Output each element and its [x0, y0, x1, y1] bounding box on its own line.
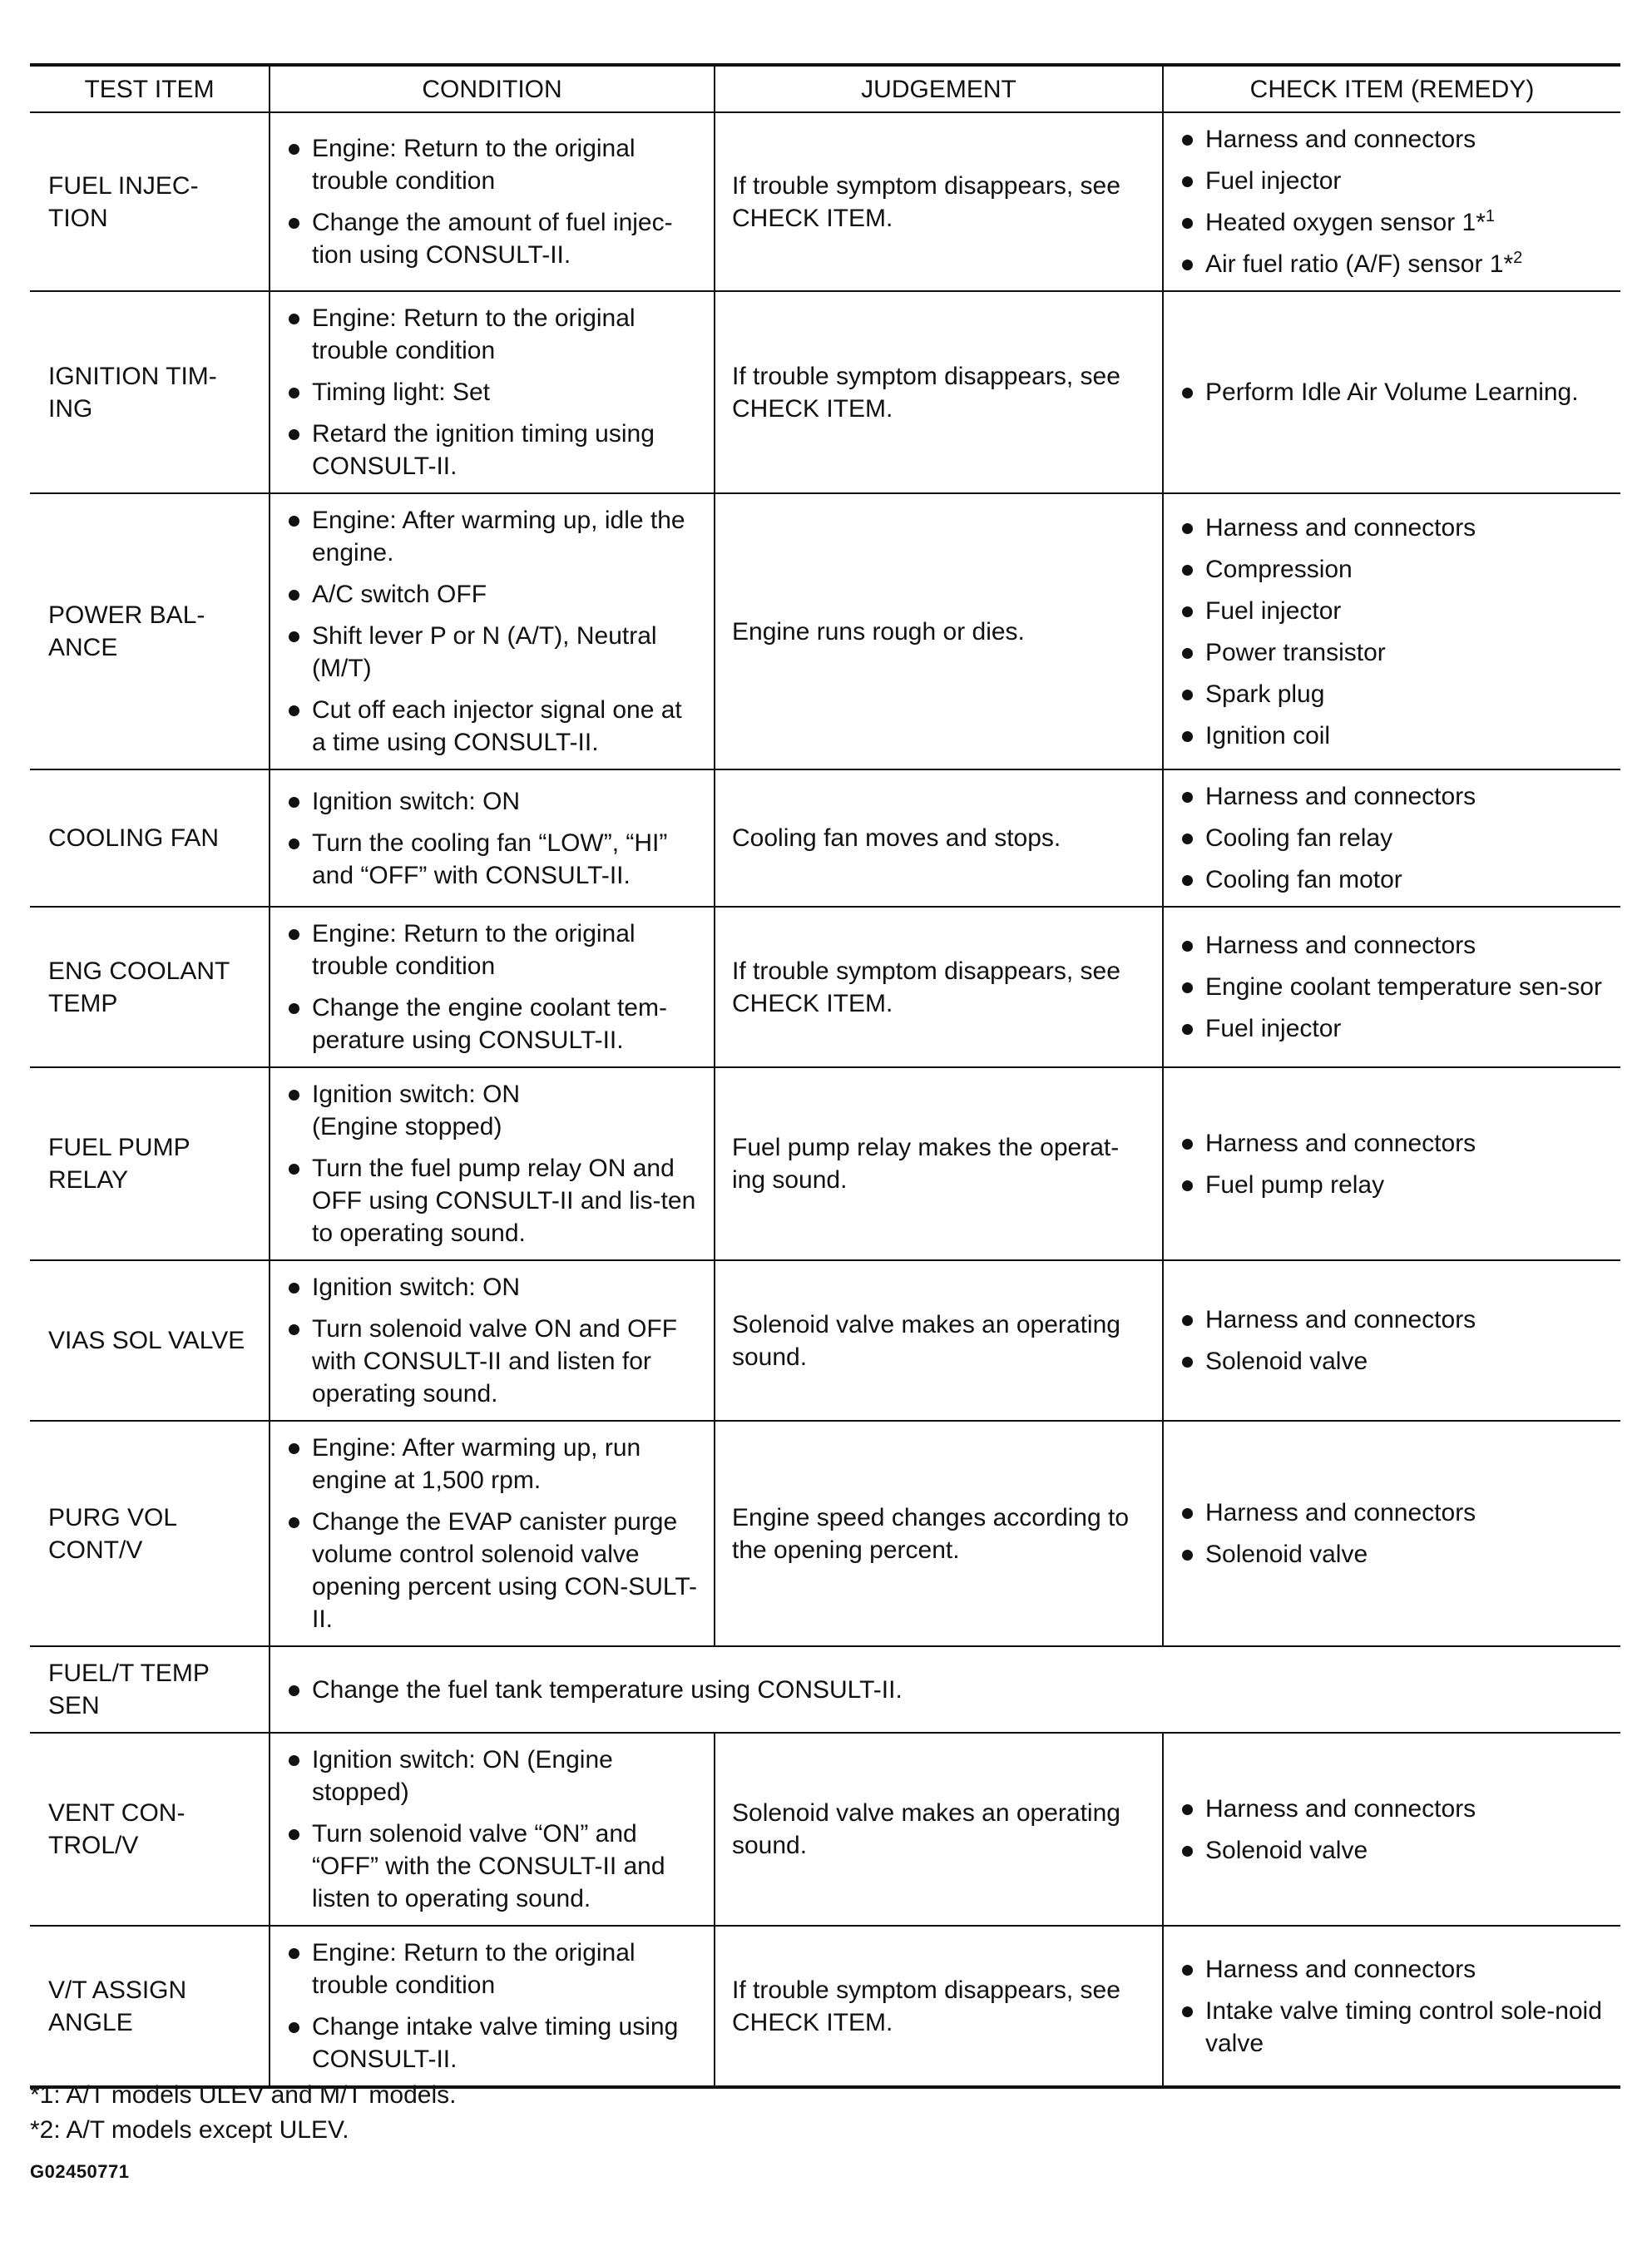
check-item-text: Harness and connectors — [1205, 1955, 1476, 1983]
test-item-label: FUEL/T TEMP SEN — [48, 1660, 210, 1719]
judgement-cell: Fuel pump relay makes the operat-ing sound. — [715, 1067, 1163, 1260]
table-body — [30, 112, 1620, 2087]
check-item-bullet — [1180, 1496, 1604, 1529]
condition-cell — [270, 493, 715, 769]
check-item-text: Power transistor — [1205, 638, 1386, 666]
check-item-text: Fuel pump relay — [1205, 1170, 1385, 1199]
table-row — [30, 1733, 1620, 1926]
check-item-bullet — [1180, 720, 1604, 752]
check-item-bullet — [1180, 929, 1604, 962]
judgement-cell: If trouble symptom disappears, see CHECK ITEM. — [715, 907, 1163, 1067]
condition-bullet: Engine: After warming up, run engine at 1,500 rpm. — [287, 1432, 697, 1496]
check-item-cell — [1163, 1926, 1620, 2087]
check-item-cell — [1163, 907, 1620, 1067]
check-item-bullet — [1180, 595, 1604, 627]
check-item-cell — [1163, 493, 1620, 769]
condition-bullet: Change the amount of fuel injec-tion using CONSULT-II. — [287, 206, 697, 271]
check-item-text: Harness and connectors — [1205, 1794, 1476, 1823]
test-item-cell — [30, 907, 270, 1067]
table-row — [30, 112, 1620, 291]
condition-cell — [270, 1733, 715, 1926]
check-item-text: Harness and connectors — [1205, 1129, 1476, 1157]
test-item-cell — [30, 493, 270, 769]
condition-bullet: Change the engine coolant tem-perature using CONSULT-II. — [287, 992, 697, 1056]
condition-bullet: Shift lever P or N (A/T), Neutral (M/T) — [287, 620, 697, 685]
check-item-bullet — [1180, 1345, 1604, 1378]
test-item-label: ENG COOLANT TEMP — [48, 957, 230, 1017]
condition-bullet: Engine: Return to the original trouble condition — [287, 1937, 697, 2001]
check-item-bullet — [1180, 123, 1604, 156]
check-item-text: Harness and connectors — [1205, 126, 1476, 153]
judgement-cell: Engine runs rough or dies. — [715, 493, 1163, 769]
header-test-item: TEST ITEM — [30, 65, 270, 112]
check-item-text: Fuel injector — [1205, 596, 1342, 625]
check-item-bullet — [1180, 863, 1604, 896]
footnote-marker: 1 — [1485, 207, 1496, 225]
check-item-cell — [1163, 1421, 1620, 1646]
condition-bullet: Ignition switch: ON — [287, 785, 697, 818]
test-item-label: PURG VOL CONT/V — [48, 1503, 178, 1564]
condition-bullet: Engine: Return to the original trouble condition — [287, 302, 697, 367]
judgement-cell: If trouble symptom disappears, see CHECK ITEM. — [715, 112, 1163, 291]
condition-cell — [270, 1067, 715, 1260]
header-row — [30, 65, 1620, 112]
check-item-bullet — [1180, 971, 1604, 1003]
condition-cell — [270, 1926, 715, 2087]
condition-bullet: Timing light: Set — [287, 376, 697, 408]
judgement-cell: If trouble symptom disappears, see CHECK ITEM. — [715, 291, 1163, 493]
test-item-label: VIAS SOL VALVE — [48, 1327, 245, 1354]
condition-bullet: Engine: Return to the original trouble condition — [287, 918, 697, 982]
check-item-bullet — [1180, 512, 1604, 544]
check-item-bullet — [1180, 780, 1604, 813]
check-item-text: Solenoid valve — [1205, 1541, 1368, 1568]
check-item-bullet — [1180, 248, 1604, 280]
footnotes — [30, 2078, 456, 2148]
check-item-text: Cooling fan relay — [1205, 824, 1393, 852]
table-row — [30, 1067, 1620, 1260]
check-item-text: Fuel injector — [1205, 167, 1342, 195]
judgement-cell: Solenoid valve makes an operating sound. — [715, 1733, 1163, 1926]
test-item-cell — [30, 1260, 270, 1421]
condition-cell — [270, 907, 715, 1067]
condition-cell — [270, 769, 715, 907]
condition-cell — [270, 1421, 715, 1646]
table-row — [30, 291, 1620, 493]
test-item-label: FUEL PUMP RELAY — [48, 1134, 190, 1194]
check-item-bullet — [1180, 1793, 1604, 1825]
check-item-cell — [1163, 291, 1620, 493]
check-item-bullet — [1180, 553, 1604, 586]
condition-bullet: Turn the fuel pump relay ON and OFF using CONSULT-II and lis-ten to operating sound. — [287, 1152, 697, 1249]
check-item-bullet — [1180, 1538, 1604, 1571]
check-item-text: Compression — [1205, 555, 1353, 583]
check-item-bullet — [1180, 1012, 1604, 1045]
check-item-text: Harness and connectors — [1205, 932, 1476, 959]
test-item-cell — [30, 1067, 270, 1260]
test-item-label: VENT CON- TROL/V — [48, 1799, 185, 1859]
check-item-text: Harness and connectors — [1205, 1306, 1476, 1333]
check-item-text: Engine coolant temperature sen-sor — [1205, 973, 1602, 1001]
table-row — [30, 1926, 1620, 2087]
test-item-label: FUEL INJEC- TION — [48, 171, 199, 232]
condition-bullet: Change intake valve timing using CONSULT-II. — [287, 2011, 697, 2075]
check-item-bullet — [1180, 678, 1604, 710]
check-item-cell — [1163, 769, 1620, 907]
test-item-label: COOLING FAN — [48, 824, 220, 852]
table-row — [30, 1646, 1620, 1733]
table-row — [30, 1421, 1620, 1646]
test-item-label: IGNITION TIM- ING — [48, 362, 217, 423]
check-item-cell — [1163, 112, 1620, 291]
footnote-marker: 2 — [1513, 249, 1523, 267]
test-item-cell — [30, 1646, 270, 1733]
check-item-text: Ignition coil — [1205, 721, 1331, 749]
test-item-cell — [30, 769, 270, 907]
test-item-cell — [30, 1733, 270, 1926]
condition-bullet: Change the fuel tank temperature using CONSULT-II. — [287, 1674, 1604, 1706]
header-check-item: CHECK ITEM (REMEDY) — [1163, 65, 1620, 112]
check-item-cell — [1163, 1733, 1620, 1926]
condition-bullet: Change the EVAP canister purge volume control solenoid valve opening percent using CON-SULT-II. — [287, 1506, 697, 1635]
judgement-cell: Solenoid valve makes an operating sound. — [715, 1260, 1163, 1421]
condition-bullet: Ignition switch: ON — [287, 1271, 697, 1304]
figure-code: G02450771 — [30, 2161, 130, 2182]
test-item-cell — [30, 291, 270, 493]
footnote-1: *1: A/T models ULEV and M/T models. — [30, 2081, 457, 2109]
check-item-bullet — [1180, 376, 1604, 408]
check-item-bullet — [1180, 636, 1604, 669]
check-item-cell — [1163, 1260, 1620, 1421]
check-item-text: Heated oxygen sensor 1* — [1205, 209, 1486, 236]
check-item-bullet — [1180, 1953, 1604, 1986]
check-item-bullet — [1180, 206, 1604, 239]
check-item-text: Solenoid valve — [1205, 1348, 1368, 1375]
check-item-bullet — [1180, 1304, 1604, 1336]
check-item-bullet — [1180, 165, 1604, 197]
condition-bullet: A/C switch OFF — [287, 578, 697, 611]
table-row — [30, 493, 1620, 769]
test-item-cell — [30, 1421, 270, 1646]
spec-sheet — [30, 63, 1620, 2089]
condition-bullet: Ignition switch: ON (Engine stopped) — [287, 1744, 697, 1808]
spanning-condition-cell — [270, 1646, 1620, 1733]
check-item-text: Intake valve timing control sole-noid valve — [1205, 1996, 1602, 2057]
check-item-text: Perform Idle Air Volume Learning. — [1205, 378, 1579, 406]
check-item-bullet — [1180, 1995, 1604, 2060]
check-item-text: Cooling fan motor — [1205, 866, 1402, 893]
check-item-bullet — [1180, 1834, 1604, 1867]
condition-bullet: Turn solenoid valve “ON” and “OFF” with the CONSULT-II and listen to operating sound. — [287, 1818, 697, 1915]
check-item-text: Harness and connectors — [1205, 1499, 1476, 1526]
test-item-label: V/T ASSIGN ANGLE — [48, 1976, 187, 2036]
check-item-text: Fuel injector — [1205, 1015, 1342, 1042]
condition-cell — [270, 291, 715, 493]
check-item-text: Harness and connectors — [1205, 783, 1476, 810]
condition-bullet: Ignition switch: ON (Engine stopped) — [287, 1078, 697, 1143]
condition-bullet: Engine: Return to the original trouble condition — [287, 132, 697, 197]
footnote-2: *2: A/T models except ULEV. — [30, 2116, 349, 2144]
condition-bullet: Engine: After warming up, idle the engine. — [287, 504, 697, 569]
check-item-bullet — [1180, 822, 1604, 854]
check-item-cell — [1163, 1067, 1620, 1260]
table-row — [30, 1260, 1620, 1421]
table-row — [30, 769, 1620, 907]
condition-bullet: Cut off each injector signal one at a time using CONSULT-II. — [287, 694, 697, 759]
header-condition: CONDITION — [270, 65, 715, 112]
table-row — [30, 907, 1620, 1067]
test-item-cell — [30, 1926, 270, 2087]
condition-bullet: Turn the cooling fan “LOW”, “HI” and “OFF” with CONSULT-II. — [287, 827, 697, 892]
condition-cell — [270, 1260, 715, 1421]
test-item-label: POWER BAL- ANCE — [48, 601, 205, 661]
judgement-cell: Engine speed changes according to the opening percent. — [715, 1421, 1163, 1646]
check-item-text: Harness and connectors — [1205, 513, 1476, 542]
check-item-text: Air fuel ratio (A/F) sensor 1* — [1205, 250, 1514, 278]
test-table — [30, 63, 1620, 2089]
condition-bullet: Retard the ignition timing using CONSULT-II. — [287, 418, 697, 482]
header-judgement: JUDGEMENT — [715, 65, 1163, 112]
check-item-text: Solenoid valve — [1205, 1836, 1368, 1864]
condition-cell — [270, 112, 715, 291]
judgement-cell: Cooling fan moves and stops. — [715, 769, 1163, 907]
check-item-bullet — [1180, 1127, 1604, 1160]
test-item-cell — [30, 112, 270, 291]
judgement-cell: If trouble symptom disappears, see CHECK ITEM. — [715, 1926, 1163, 2087]
check-item-text: Spark plug — [1205, 680, 1325, 708]
check-item-bullet — [1180, 1169, 1604, 1201]
condition-bullet: Turn solenoid valve ON and OFF with CONSULT-II and listen for operating sound. — [287, 1313, 697, 1410]
